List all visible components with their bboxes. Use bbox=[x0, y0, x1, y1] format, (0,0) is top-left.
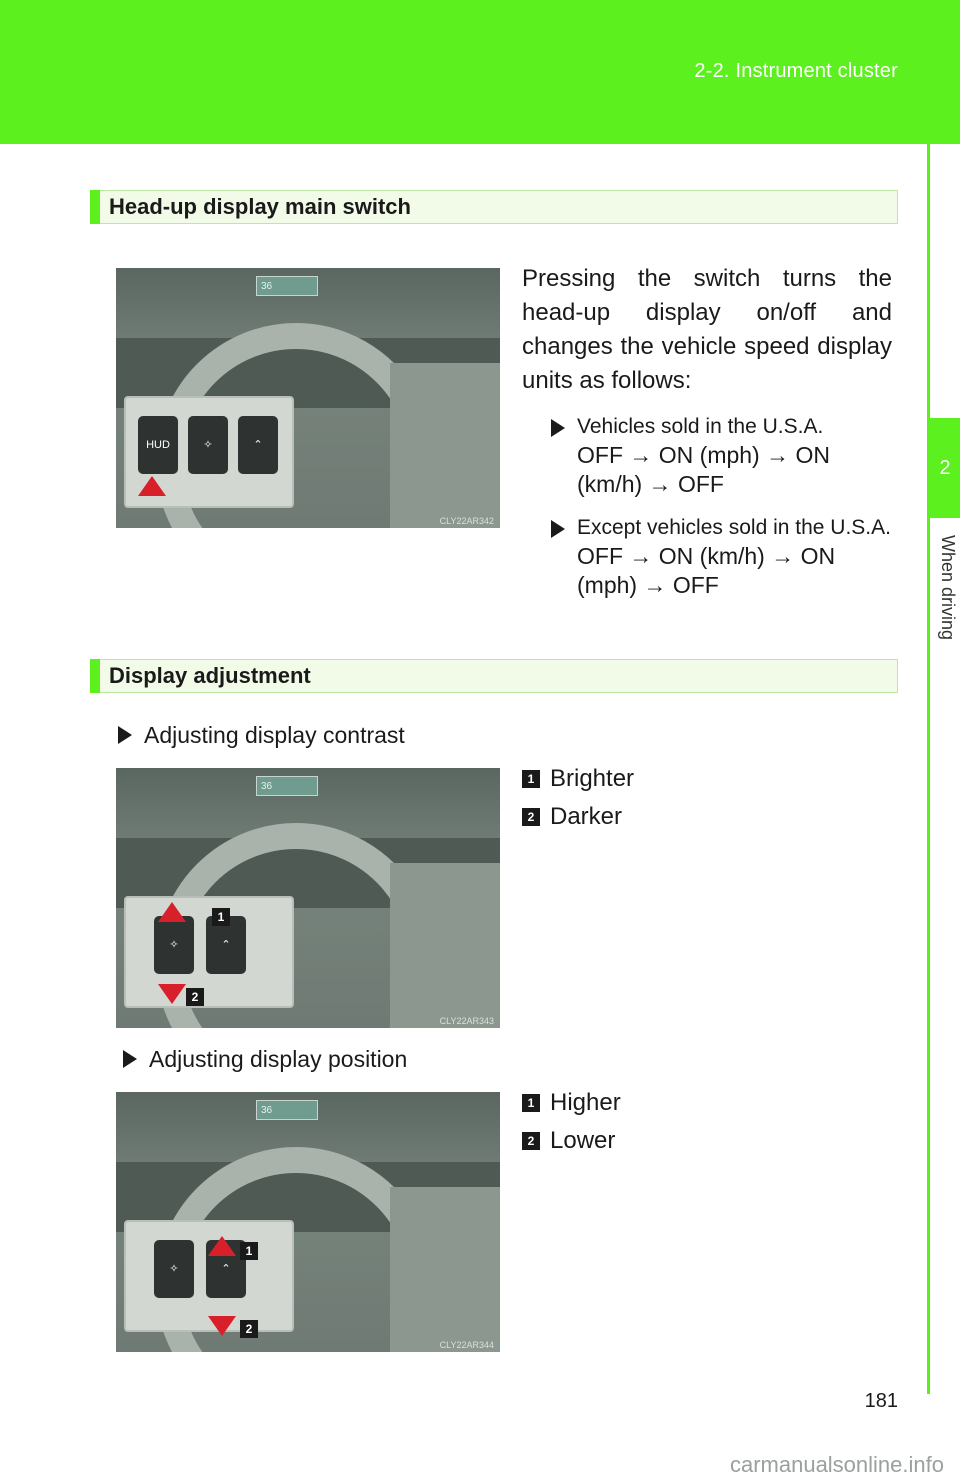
bullet-icon bbox=[123, 1050, 137, 1068]
brightness-key-icon: ✧ bbox=[154, 1240, 194, 1298]
position-subheading: Adjusting display position bbox=[149, 1044, 407, 1074]
figure-code: CLY22AR342 bbox=[439, 516, 494, 526]
chapter-title: 2-2. Instrument cluster bbox=[694, 60, 898, 82]
contrast-subheading: Adjusting display contrast bbox=[144, 720, 405, 750]
up-arrow-icon bbox=[158, 902, 186, 922]
hud-key: HUD bbox=[138, 416, 178, 474]
hud-readout: 36 bbox=[256, 776, 318, 796]
watermark: carmanualsonline.info bbox=[729, 1452, 944, 1477]
figure-code: CLY22AR344 bbox=[439, 1340, 494, 1350]
up-down-key-icon: ⌃ bbox=[206, 916, 246, 974]
position-photo: 36 ✧ ⌃ 1 2 CLY22AR344 bbox=[116, 1092, 500, 1352]
brightness-key-icon: ✧ bbox=[154, 916, 194, 974]
press-arrow-icon bbox=[138, 476, 166, 496]
figure-code: CLY22AR343 bbox=[439, 1016, 494, 1026]
down-arrow-icon bbox=[208, 1316, 236, 1336]
side-rule bbox=[927, 144, 930, 1394]
section-heading-display-adjustment: Display adjustment bbox=[90, 659, 898, 693]
up-down-key-icon: ⌃ bbox=[206, 1240, 246, 1298]
list-item: Except vehicles sold in the U.S.A. OFF → ON (km/h) → ON (mph) → OFF bbox=[577, 513, 892, 600]
chapter-tab-label: When driving bbox=[938, 535, 958, 641]
bullet-icon bbox=[551, 520, 565, 538]
bullet-icon bbox=[551, 419, 565, 437]
brightness-key-icon: ✧ bbox=[188, 416, 228, 474]
contrast-photo: 36 ✧ ⌃ 1 2 CLY22AR343 bbox=[116, 768, 500, 1028]
switch-inset bbox=[124, 896, 294, 1008]
center-console bbox=[390, 363, 500, 528]
up-arrow-icon bbox=[208, 1236, 236, 1256]
hud-switch-photo bbox=[116, 268, 500, 528]
main-switch-paragraph: Pressing the switch turns the head-up display on/off and changes the vehicle speed display units as follows: bbox=[522, 265, 892, 394]
down-arrow-icon bbox=[158, 984, 186, 1004]
chapter-tab: 2 bbox=[930, 418, 960, 518]
center-console bbox=[390, 863, 500, 1028]
center-console bbox=[390, 1187, 500, 1352]
up-down-key-icon: ⌃ bbox=[238, 416, 278, 474]
page-number: 181 bbox=[864, 1390, 898, 1412]
hud-readout: 36 bbox=[256, 276, 318, 296]
list-item: Vehicles sold in the U.S.A. OFF → ON (mph) → ON (km/h) → OFF bbox=[577, 412, 892, 499]
section-heading-main-switch: Head-up display main switch bbox=[90, 190, 898, 224]
bullet-icon bbox=[118, 726, 132, 744]
header-band bbox=[0, 0, 960, 144]
hud-readout: 36 bbox=[256, 1100, 318, 1120]
